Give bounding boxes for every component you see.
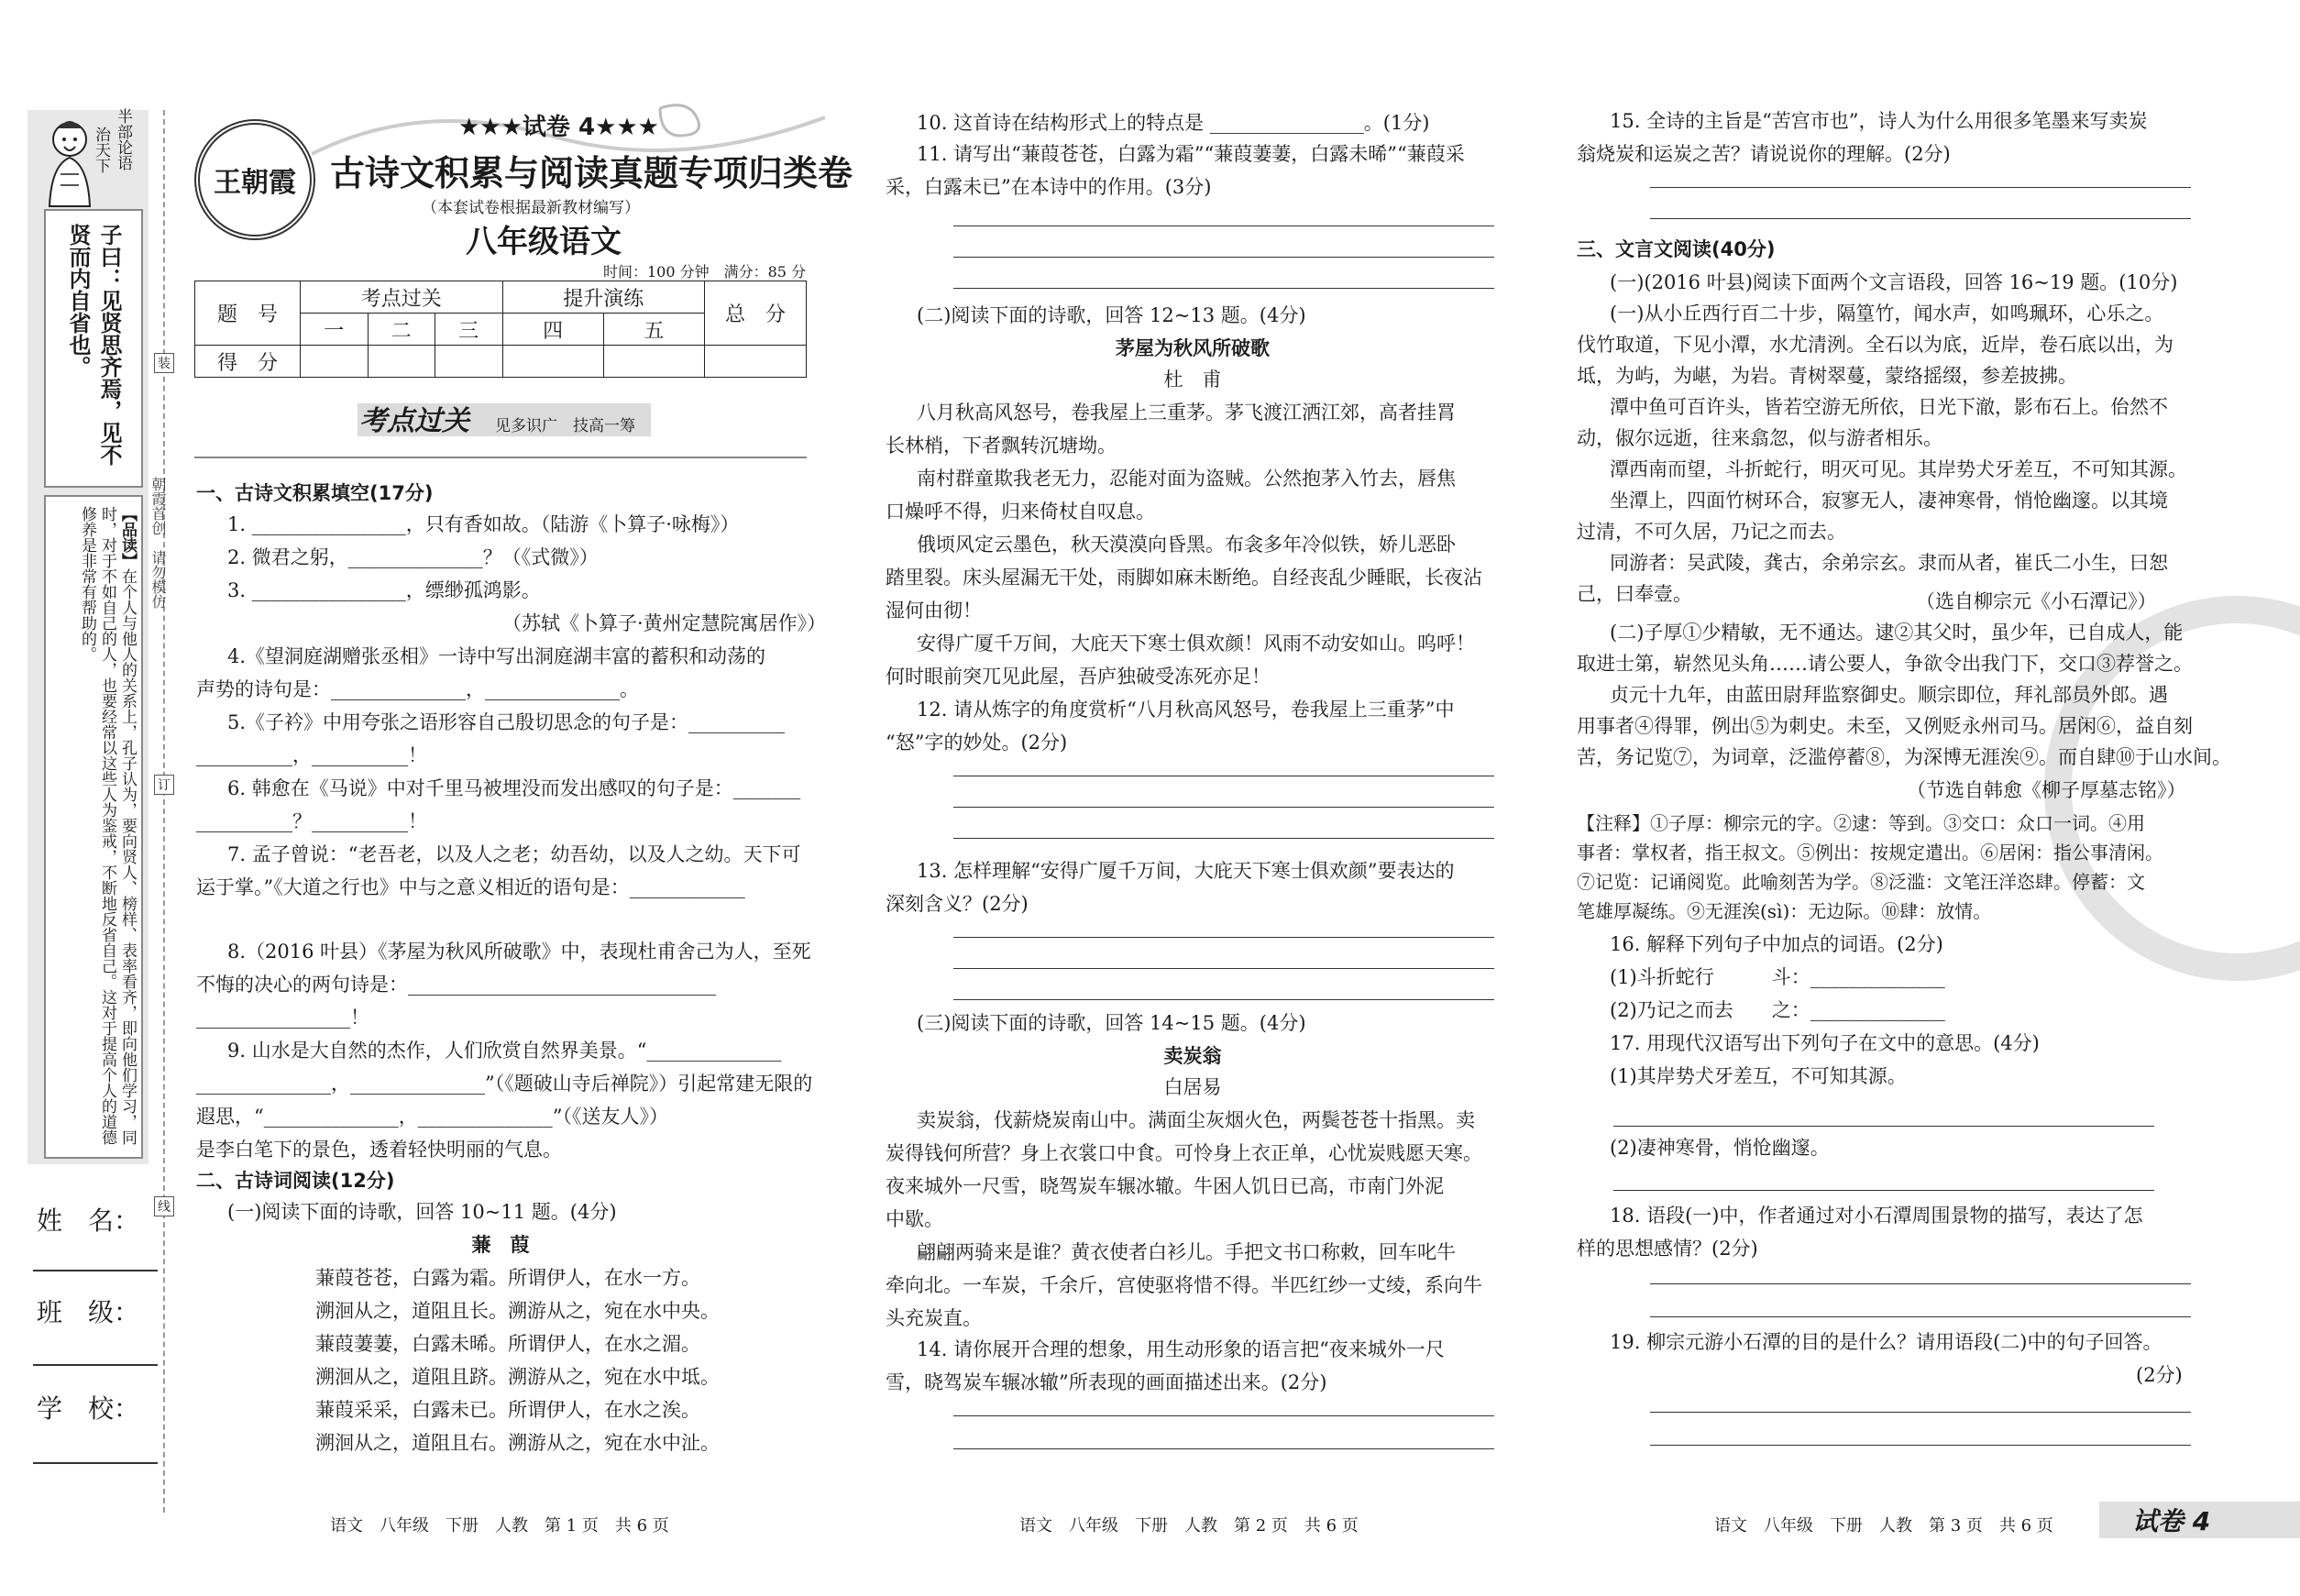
- answer-line-q12[interactable]: [953, 838, 1494, 839]
- section-2-title: 二、古诗词阅读(12分): [196, 1170, 395, 1192]
- brand-logo: [194, 119, 315, 240]
- answer-line-q17-2[interactable]: [1613, 1190, 2154, 1191]
- motto-text: 子曰：见贤思齐焉，见不贤而内自省也。: [65, 224, 122, 466]
- answer-line-q14[interactable]: [953, 1448, 1494, 1449]
- q8-c: ________________！: [196, 1007, 369, 1029]
- section-3-title: 三、文言文阅读(40分): [1577, 238, 1776, 260]
- page-1-footer: 语文 八年级 下册 人教 第 1 页 共 6 页: [330, 1516, 669, 1535]
- notes-line: 事者：掌权者，指王叔文。⑤例出：按规定遣出。⑥居闲：指公事清闲。: [1577, 842, 2163, 864]
- poem-1-line: 蒹葭苍苍，白露为霜。所谓伊人，在水一方。: [315, 1267, 700, 1289]
- passage-1-line: 动，俶尔远逝，往来翕忽，似与游者相乐。: [1577, 427, 1942, 449]
- poem-1-line: 溯洄从之，道阻且右。溯游从之，宛在水中沚。: [315, 1432, 720, 1454]
- group-tisheng: 提升演练: [502, 281, 705, 314]
- q16: 16. 解释下列句子中加点的词语。(2分): [1610, 933, 1943, 955]
- poem-3-line: 炭得钱何所营？身上衣裳口中食。可怜身上衣正单，心忧炭贱愿天寒。: [886, 1142, 1482, 1164]
- q17: 17. 用现代汉语写出下列句子在文中的意思。(4分): [1610, 1032, 2040, 1054]
- q16-2: (2)乃记之而去 之：______________: [1610, 999, 1945, 1021]
- q18-a: 18. 语段(一)中，作者通过对小石潭周围景物的描写，表达了怎: [1610, 1205, 2143, 1227]
- answer-line-q18[interactable]: [1650, 1316, 2191, 1317]
- q5-a: 5.《子衿》中用夸张之语形容自己殷切思念的句子是：__________: [227, 711, 786, 733]
- score-cell-4[interactable]: [502, 346, 603, 378]
- poem-2-line: 南村群童欺我老无力，忍能对面为盗贼。公然抱茅入竹去，唇焦: [917, 468, 1456, 490]
- page-3-footer: 语文 八年级 下册 人教 第 3 页 共 6 页: [1714, 1516, 2053, 1535]
- q12-b: “怒”字的妙处。(2分): [886, 732, 1068, 754]
- passage-2-line: 苦，务记览⑦，为词章，泛滥停蓄⑧，为深博无涯涘⑨。而自肆⑩于山水间。: [1577, 746, 2231, 768]
- answer-line-q11[interactable]: [953, 257, 1494, 258]
- score-cell-total[interactable]: [705, 346, 807, 378]
- q3: 3. ________________，缥缈孤鸿影。: [227, 579, 541, 601]
- poem-3-title: 卖炭翁: [1163, 1045, 1222, 1067]
- notes-line: 【注释】①子厚：柳宗元的字。②逮：等到。③交口：众口一词。④用: [1577, 812, 2145, 834]
- class-label: 班 级：: [37, 1297, 140, 1327]
- score-cell-3[interactable]: [435, 346, 503, 378]
- passage-1-line: 潭中鱼可百许头，皆若空游无所依，日光下澈，影布石上。佁然不: [1610, 396, 2168, 418]
- part-2-intro: (二)阅读下面的诗歌，回答 12~13 题。(4分): [917, 304, 1306, 326]
- answer-line-q13[interactable]: [953, 968, 1494, 969]
- passage-2-line: 取进士第，崭然见头角……请公要人，争欲令出我门下，交口③荐誉之。: [1577, 653, 2193, 675]
- answer-line-q12[interactable]: [953, 807, 1494, 808]
- col-5: 五: [603, 314, 704, 346]
- answer-line-q15[interactable]: [1650, 218, 2191, 219]
- total-label: 总 分: [705, 281, 807, 346]
- q18-b: 样的思想感情？(2分): [1577, 1238, 1758, 1260]
- q19-a: 19. 柳宗元游小石潭的目的是什么？请用语段(二)中的句子回答。: [1610, 1331, 2162, 1353]
- poem-3-line: 夜来城外一尺雪，晓驾炭车辗冰辙。牛困人饥日已高，市南门外泥: [886, 1175, 1444, 1197]
- passage-2-line: 用事者④得罪，例出⑤为刺史。未至，又例贬永州司马。居闲⑥，益自刻: [1577, 715, 2193, 737]
- poem-2-line: 八月秋高风怒号，卷我屋上三重茅。茅飞渡江洒江郊，高者挂罥: [917, 402, 1456, 424]
- paper-subtitle: （本套试卷根据最新教材编写）: [422, 199, 640, 217]
- class-field[interactable]: [33, 1364, 158, 1366]
- grade-title: 八年级语文: [466, 224, 622, 260]
- answer-line-q15[interactable]: [1650, 187, 2191, 188]
- answer-line-q11[interactable]: [953, 288, 1494, 289]
- poem-2-title: 茅屋为秋风所破歌: [1116, 337, 1270, 359]
- cut-mark-3: 线: [154, 1196, 174, 1216]
- poem-1-title: 蒹 葭: [471, 1234, 530, 1256]
- paper-title: 古诗文积累与阅读真题专项归类卷: [330, 153, 853, 193]
- answer-line-q17-1[interactable]: [1613, 1126, 2154, 1127]
- score-table: [194, 281, 807, 378]
- name-field[interactable]: [33, 1270, 158, 1271]
- q1: 1. ________________，只有香如故。（陆游《卜算子·咏梅》）: [227, 513, 740, 535]
- q2: 2. 微君之躬，______________？（《式微》）: [227, 546, 599, 568]
- part-3-intro: (三)阅读下面的诗歌，回答 14~15 题。(4分): [917, 1012, 1306, 1034]
- side-notes: 朝霞首创 请勿模仿: [149, 477, 167, 609]
- section-1-title: 一、古诗文积累填空(17分): [196, 482, 434, 504]
- reading-label: 【品读】: [118, 506, 137, 568]
- school-label: 学 校：: [37, 1393, 140, 1424]
- poem-1-line: 溯洄从之，道阻且跻。溯游从之，宛在水中坻。: [315, 1366, 720, 1388]
- cut-mark-2: 订: [154, 775, 174, 795]
- logo-text: 王朝霞: [214, 167, 296, 199]
- q4-b: 声势的诗句是：______________，______________。: [196, 678, 639, 700]
- q16-1: (1)斗折蛇行 斗：______________: [1610, 966, 1945, 988]
- score-cell-1[interactable]: [301, 346, 369, 378]
- reading-body: 在个人与他人的关系上，孔子认为，要向贤人、榜样、表率看齐，即向他们学习，同时，对于不如自己的人，也要经常以这些人为鉴戒，不断地反省自己。这对于提高个人的道德修养是非常有帮助的。: [78, 506, 137, 1145]
- time-score: 时间：100 分钟 满分：85 分: [603, 263, 807, 281]
- poem-1-line: 溯洄从之，道阻且长。溯游从之，宛在水中央。: [315, 1300, 720, 1322]
- poem-3-line: 头充炭直。: [886, 1307, 982, 1329]
- col-2: 二: [368, 314, 435, 346]
- paper-tag: 试卷 4: [2132, 1506, 2211, 1536]
- q17-1: (1)其岸势犬牙差互，不可知其源。: [1610, 1065, 1907, 1087]
- passage-1-line: 坻，为屿，为嵁，为岩。青树翠蔓，蒙络摇缀，参差披拂。: [1577, 365, 2077, 387]
- poem-2-line: 口燥呼不得，归来倚杖自叹息。: [886, 501, 1155, 523]
- q13-a: 13. 怎样理解“安得广厦千万间，大庇天下寒士俱欢颜”要表达的: [917, 860, 1455, 882]
- poem-2-line: 湿何由彻！: [886, 600, 982, 622]
- passage-1-line: 己，曰奉壹。: [1577, 583, 1692, 605]
- poem-3-line: 卖炭翁，伐薪烧炭南山中。满面尘灰烟火色，两鬓苍苍十指黑。卖: [917, 1109, 1475, 1131]
- q10: 10. 这首诗在结构形式上的特点是 ________________。(1分): [917, 112, 1430, 134]
- col-1: 一: [301, 314, 369, 346]
- q3-source: （苏轼《卜算子·黄州定慧院寓居作》）: [502, 612, 827, 634]
- q9-a: 9. 山水是大自然的杰作，人们欣赏自然界美景。“______________: [227, 1040, 782, 1062]
- motto-box: [44, 209, 143, 488]
- q19-b: (2分): [2136, 1364, 2183, 1386]
- passage-1-source: （选自柳宗元《小石潭记》）: [1916, 590, 2157, 612]
- q6-b: __________？__________！: [196, 810, 427, 832]
- q8-b: 不悔的决心的两句诗是：________________________________: [196, 974, 716, 996]
- answer-line-q13[interactable]: [953, 999, 1494, 1000]
- answer-line-q19[interactable]: [1650, 1445, 2191, 1446]
- q6-a: 6. 韩愈在《马说》中对千里马被埋没而发出感叹的句子是：_______: [227, 777, 801, 799]
- score-cell-5[interactable]: [603, 346, 704, 378]
- cut-line: [163, 110, 165, 1513]
- q7-a: 7. 孟子曾说：“老吾老，以及人之老；幼吾幼，以及人之幼。天下可: [227, 843, 801, 865]
- answer-line-q19[interactable]: [1650, 1412, 2191, 1413]
- poem-2-author: 杜 甫: [1163, 369, 1222, 391]
- passage-1-line: 同游者：吴武陵，龚古，余弟宗玄。隶而从者，崔氏二小生，曰恕: [1610, 552, 2168, 574]
- notes-line: 笔雄厚凝练。⑨无涯涘(sì)：无边际。⑩肆：放情。: [1577, 900, 1992, 922]
- q15-a: 15. 全诗的主旨是“苦宫市也”，诗人为什么用很多笔墨来写卖炭: [1610, 110, 2148, 132]
- q11-a: 11. 请写出“蒹葭苍苍，白露为霜”“蒹葭萋萋，白露未晞”“蒹葭采: [917, 143, 1465, 165]
- col-3: 三: [435, 314, 503, 346]
- q9-c: 遐思，“______________，______________”（《送友人》）: [196, 1106, 668, 1128]
- poem-3-author: 白居易: [1163, 1076, 1222, 1098]
- paper-number: ★★★试卷 4★★★: [458, 114, 659, 141]
- reading-box: [44, 495, 143, 1159]
- q12-a: 12. 请从炼字的角度赏析“八月秋高风怒号，卷我屋上三重茅”中: [917, 699, 1455, 721]
- score-row-label: 得 分: [195, 346, 301, 378]
- motto-header-1: 半部论语: [114, 108, 132, 171]
- group-kaodian: 考点过关: [301, 281, 503, 314]
- q7-b: 运于掌。”《大道之行也》中与之意义相近的语句是：____________: [196, 876, 745, 898]
- passage-1-line: 过清，不可久居，乃记之而去。: [1577, 521, 1846, 543]
- reading-text: [77, 506, 138, 1148]
- banner-rule: [194, 457, 807, 458]
- name-label: 姓 名：: [37, 1205, 140, 1236]
- part-1-intro: (一)阅读下面的诗歌，回答 10~11 题。(4分): [227, 1201, 617, 1223]
- poem-2-line: 踏里裂。床头屋漏无干处，雨脚如麻未断绝。自经丧乱少睡眠，长夜沾: [886, 567, 1482, 589]
- passage-1-line: 伐竹取道，下见小潭，水尤清洌。全石以为底，近岸，卷石底以出，为: [1577, 334, 2173, 356]
- passage-2-line: (二)子厚①少精敏，无不通达。逮②其父时，虽少年，已自成人，能: [1610, 622, 2184, 644]
- notes-line: ⑦记览：记诵阅览。此喻刻苦为学。⑧泛滥：文笔汪洋恣肆。停蓄：文: [1577, 871, 2145, 893]
- q14-a: 14. 请你展开合理的想象，用生动形象的语言把“夜来城外一尺: [917, 1338, 1445, 1360]
- passage-2-line: 贞元十九年，由蓝田尉拜监察御史。顺宗即位，拜礼部员外郎。遇: [1610, 684, 2168, 706]
- poem-3-line: 中歇。: [886, 1208, 943, 1230]
- poem-1-line: 蒹葭采采，白露未已。所谓伊人，在水之涘。: [315, 1399, 700, 1421]
- banner-sub: 见多识广 技高一筹: [495, 417, 635, 435]
- score-cell-2[interactable]: [368, 346, 435, 378]
- q5-b: __________，__________！: [196, 744, 427, 766]
- poem-2-line: 安得广厦千万间，大庇天下寒士俱欢颜！风雨不动安如山。呜呼！: [917, 633, 1475, 655]
- cut-mark-1: 装: [154, 353, 174, 373]
- q14-b: 雪，晓驾炭车辗冰辙”所表现的画面描述出来。(2分): [886, 1371, 1327, 1393]
- poem-2-line: 长林梢，下者飘转沉塘坳。: [886, 435, 1117, 457]
- q9-d: 是李白笔下的景色，透着轻快明丽的气息。: [196, 1139, 562, 1161]
- passage-1-line: (一)从小丘西行百二十步，隔篁竹，闻水声，如鸣珮环，心乐之。: [1610, 303, 2164, 325]
- poem-3-line: 翩翩两骑来是谁？黄衣使者白衫儿。手把文书口称敕，回车叱牛: [917, 1241, 1456, 1263]
- banner-main: 考点过关: [359, 405, 469, 437]
- q9-b: ______________，______________”（《题破山寺后禅院》）引起常建无限的: [196, 1073, 813, 1095]
- passage-1-line: 坐潭上，四面竹树环合，寂寥无人，凄神寒骨，悄怆幽邃。以其境: [1610, 490, 2168, 512]
- col-4: 四: [502, 314, 603, 346]
- q4-a: 4.《望洞庭湖赠张丞相》一诗中写出洞庭湖丰富的蓄积和动荡的: [227, 645, 766, 667]
- poem-2-line: 何时眼前突兀见此屋，吾庐独破受冻死亦足！: [886, 666, 1271, 688]
- poem-3-line: 牵向北。一车炭，千余斤，宫使驱将惜不得。半匹红纱一丈绫，系向牛: [886, 1274, 1482, 1296]
- page-2-footer: 语文 八年级 下册 人教 第 2 页 共 6 页: [1019, 1516, 1359, 1535]
- passage-2-source: （节选自韩愈《柳子厚墓志铭》）: [1907, 779, 2186, 801]
- poem-2-line: 俄顷风定云墨色，秋天漠漠向昏黑。布衾多年冷似铁，娇儿恶卧: [917, 534, 1456, 556]
- school-field[interactable]: [33, 1462, 158, 1464]
- row-label-qno: 题 号: [195, 281, 301, 346]
- q11-b: 采，白露未已”在本诗中的作用。(3分): [886, 176, 1212, 198]
- poem-1-line: 蒹葭萋萋，白露未晞。所谓伊人，在水之湄。: [315, 1333, 700, 1355]
- answer-line-q13[interactable]: [953, 937, 1494, 938]
- q13-b: 深刻含义？(2分): [886, 893, 1029, 915]
- answer-line-q18[interactable]: [1650, 1283, 2191, 1284]
- passage-1-line: 潭西南而望，斗折蛇行，明灭可见。其岸势犬牙差互，不可知其源。: [1610, 458, 2187, 480]
- q15-b: 翁烧炭和运炭之苦？请说说你的理解。(2分): [1577, 143, 1951, 165]
- motto-header-2: 治天下: [92, 127, 110, 173]
- q17-2: (2)凄神寒骨，悄怆幽邃。: [1610, 1137, 1830, 1159]
- classical-intro: (一)(2016 叶县)阅读下面两个文言语段，回答 16~19 题。(10分): [1610, 271, 2178, 293]
- q8-a: 8.（2016 叶县）《茅屋为秋风所破歌》中，表现杜甫舍己为人，至死: [227, 941, 811, 963]
- answer-line-q14[interactable]: [953, 1415, 1494, 1416]
